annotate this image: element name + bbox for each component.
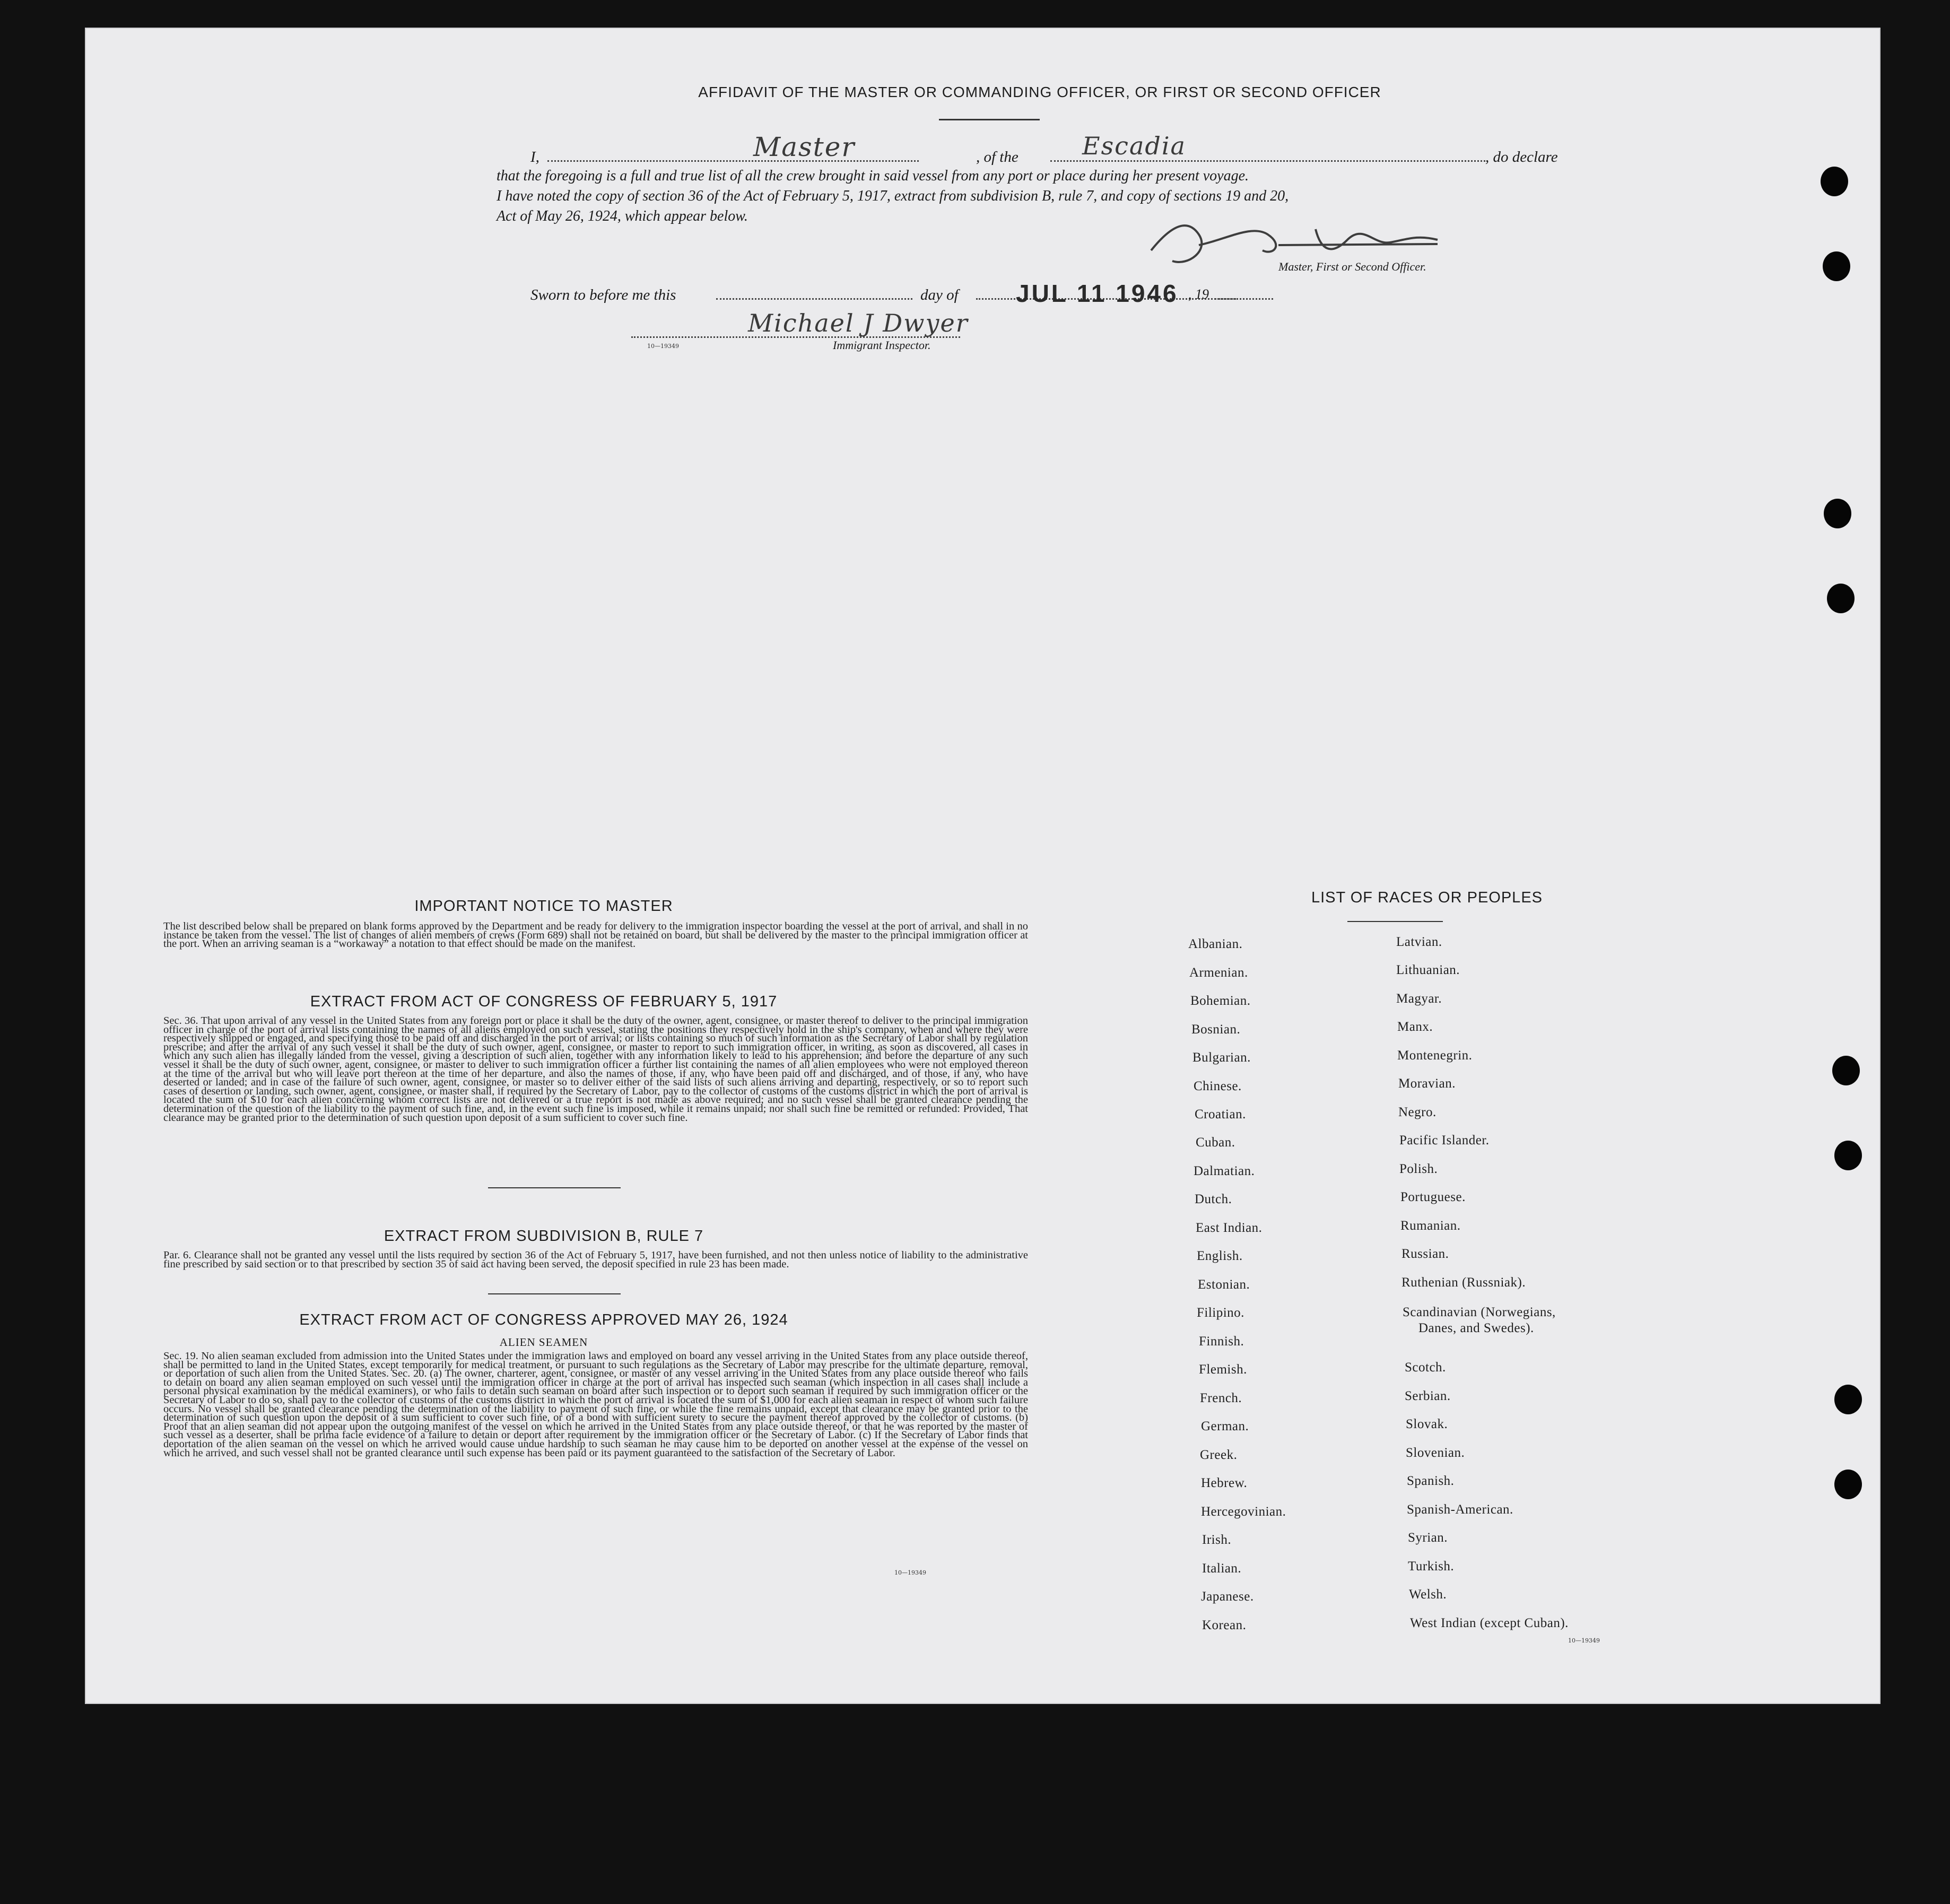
rule-7-title: EXTRACT FROM SUBDIVISION B, RULE 7 <box>384 1228 704 1245</box>
race-item: Turkish. <box>1408 1559 1455 1573</box>
race-item: Flemish. <box>1199 1362 1247 1377</box>
race-item: Manx. <box>1397 1020 1433 1034</box>
race-item: Bosnian. <box>1191 1022 1241 1037</box>
race-item: Greek. <box>1200 1448 1238 1462</box>
races-divider <box>1347 921 1443 922</box>
extract-1917-body: Sec. 36. That upon arrival of any vessel in the United States from any foreign port or place it shall be the duty of the owner, agent, consignee, or master thereof to deliver to the principal immigration officer in charge of the port of arrival lists containing the names of all aliens employed on such vessel, stating the positions they respectively hold in the ship's company, when and where they were respectively shipped or engaged, and specifying those to be paid off and discharged in the port of arrival; or lists containing so much of such information as the Secretary of Labor shall by regulation prescribe; and after the arrival of any such vessel it shall be the duty of such owner, agent, consignee, or master to report to such immigration officer, in writing, as soon as discovered, all cases in which any such alien has illegally landed from the vessel, giving a description of such alien, together with any information likely to lead to his apprehension; and before the departure of any such vessel it shall be the duty of such owner, agent, consignee, or master to deliver to such immigration officer a further list containing the names of all alien employees who were not employed thereon at the time of the arrival but who will leave port thereon at the time of her departure, and also the names of those, if any, who have been paid off and discharged, and of those, if any, who have deserted or landed; and in case of the failure of such owner, agent, consignee, or master so to deliver either of the said lists of such aliens arriving and departing, respectively, or so to report such cases of desertion or landing, such owner, agent, consignee, or master shall, if required by the Secretary of Labor, pay to the collector of customs of the customs district in which the port of arrival is located the sum of $10 for each alien concerning whom correct lists are not delivered or a true report is not made as above required; and no such vessel shall be granted clearance pending the determination of the question of the liability to the payment of such fine, and, in the event such fine is imposed, while it remains unpaid; nor shall such fine be remitted or refunded: Provided, That clearance may be granted prior to the determination of such question upon deposit of a sum sufficient to cover such fine. <box>163 1015 1028 1124</box>
inspector-signature: Michael J Dwyer <box>748 309 969 337</box>
race-item: Dutch. <box>1195 1192 1232 1206</box>
race-item: Negro. <box>1398 1105 1437 1119</box>
race-item: Filipino. <box>1197 1306 1244 1320</box>
extract-1924-subtitle: ALIEN SEAMEN <box>499 1336 588 1349</box>
document-sheet <box>85 28 1881 1704</box>
race-item: Armenian. <box>1189 966 1248 980</box>
binder-hole <box>1832 1056 1860 1085</box>
affidavit-title: AFFIDAVIT OF THE MASTER OR COMMANDING OFFICER, OR FIRST OR SECOND OFFICER <box>698 84 1381 100</box>
extract-1924-title: EXTRACT FROM ACT OF CONGRESS APPROVED MAY 26, 1924 <box>299 1311 788 1328</box>
title-divider <box>939 119 1040 120</box>
name-blank <box>547 160 919 162</box>
vessel-blank <box>1050 160 1485 162</box>
race-item: Bulgarian. <box>1192 1050 1251 1065</box>
race-item: Serbian. <box>1405 1389 1451 1403</box>
binder-hole <box>1834 1141 1862 1170</box>
race-item: Hercegovinian. <box>1201 1505 1286 1519</box>
race-item: Scandinavian (Norwegians, <box>1403 1305 1556 1319</box>
extract-1917-title: EXTRACT FROM ACT OF CONGRESS OF FEBRUARY 5, 1917 <box>310 993 778 1010</box>
race-item: Japanese. <box>1201 1589 1254 1604</box>
race-item: Montenegrin. <box>1397 1048 1473 1063</box>
binder-hole <box>1827 584 1855 613</box>
handwritten-master: Master <box>753 132 856 162</box>
affidavit-of-label: , of the <box>976 149 1018 166</box>
year-label: , 19 <box>1188 286 1209 302</box>
race-item: Slovenian. <box>1406 1446 1465 1460</box>
race-item: Scotch. <box>1405 1360 1446 1375</box>
notice-body: The list described below shall be prepared on blank forms approved by the Department and be ready for delivery to the immigration inspector boarding the vessel at the port of arrival, and shall in no instance be taken from the vessel. The list of changes of alien members of crews (Form 689) shall not be retained on board, but shall be delivered by the master to the principal immigration officer at the port. When an arriving seaman is a “workaway” a notation to that effect should be made on the manifest. <box>163 920 1028 950</box>
race-item: German. <box>1201 1419 1249 1433</box>
race-item: Danes, and Swedes). <box>1418 1321 1534 1335</box>
race-item: Albanian. <box>1188 937 1243 951</box>
affidavit-declare-label: , do declare <box>1485 149 1558 166</box>
affidavit-i-label: I, <box>530 149 539 166</box>
binder-hole <box>1823 251 1850 281</box>
races-form-number: 10—19349 <box>1568 1637 1600 1644</box>
handwritten-vessel: Escadia <box>1082 132 1186 160</box>
binder-hole <box>1824 499 1851 528</box>
race-item: Dalmatian. <box>1194 1164 1255 1178</box>
race-item: Lithuanian. <box>1396 963 1460 977</box>
race-item: Welsh. <box>1409 1587 1447 1602</box>
date-stamp: JUL 11 1946 <box>1016 280 1179 307</box>
binder-hole <box>1834 1385 1862 1414</box>
signature-caption: Master, First or Second Officer. <box>1278 260 1426 273</box>
race-item: Ruthenian (Russniak). <box>1401 1275 1526 1290</box>
race-item: West Indian (except Cuban). <box>1410 1616 1569 1630</box>
sworn-label: Sworn to before me this <box>530 286 676 303</box>
race-item: Spanish. <box>1407 1474 1455 1488</box>
race-item: Pacific Islander. <box>1399 1133 1490 1147</box>
affidavit-line-4: Act of May 26, 1924, which appear below. <box>497 208 748 224</box>
rule-7-body: Par. 6. Clearance shall not be granted any vessel until the lists required by section 36 of the Act of February 5, 1917, have been furnished, and not then unless notice of liability to the administrative fine prescribed by said section or to that prescribed by section 35 of said act having been served, the deposit specified in rule 23 has been made. <box>163 1249 1028 1270</box>
race-item: Korean. <box>1202 1618 1247 1632</box>
race-item: Bohemian. <box>1190 994 1251 1008</box>
day-of-label: day of <box>920 286 959 303</box>
divider-rule-7 <box>488 1293 621 1294</box>
binder-hole <box>1821 167 1848 196</box>
notice-title: IMPORTANT NOTICE TO MASTER <box>414 898 673 915</box>
affidavit-line-2: that the foregoing is a full and true list of all the crew brought in said vessel from any port or place during her present voyage. <box>497 168 1249 184</box>
extract-1924-body: Sec. 19. No alien seaman excluded from admission into the United States under the immigration laws and employed on board any vessel arriving in the United States from any place outside thereof, shall be permitted to land in the United States, except temporarily for medical treatment, or pursuant to such regulations as the Secretary of Labor may prescribe for the ultimate departure, removal, or deportation of such alien from the United States. Sec. 20. (a) The owner, charterer, agent, consignee, or master of any vessel arriving in the United States from any place outside thereof who fails to detain on board any alien seaman employed on such vessel until the immigration officer in charge at the port of arrival has inspected such seaman (which inspection in all cases shall include a personal physical examination by the medical examiners), or who fails to detain such seaman on board after such inspection or to deport such seaman if required by such immigration officer or the Secretary of Labor to do so, shall pay to the collector of customs of the customs district in which the port of arrival is located the sum of $1,000 for each alien seaman in respect of whom such failure occurs. No vessel shall be granted clearance pending the determination of the liability to payment of such fine, or while the fine remains unpaid, except that clearance may be granted prior to the determination of such question upon the deposit of a sum sufficient to cover such fine, or of a bond with sufficient surety to secure the payment thereof approved by the collector of customs. (b) Proof that an alien seaman did not appear upon the outgoing manifest of the vessel on which he arrived in the United States from any place outside thereof, or that he was reported by the master of such vessel as a deserter, shall be prima facie evidence of a failure to detain or deport after requirement by the immigration officer or the Secretary of Labor. (c) If the Secretary of Labor finds that deportation of the alien seaman on the vessel on which he arrived would cause undue hardship to such seaman he may cause him to be deported on another vessel at the expense of the vessel on which he arrived, and such vessel shall not be granted clearance until such expense has been paid or its payment guaranteed to the satisfaction of the Secretary of Labor. <box>163 1350 1028 1459</box>
race-item: Chinese. <box>1194 1079 1242 1093</box>
races-title: LIST OF RACES OR PEOPLES <box>1311 889 1543 906</box>
race-item: Polish. <box>1399 1162 1438 1176</box>
race-item: Slovak. <box>1406 1417 1448 1431</box>
race-item: Italian. <box>1202 1561 1242 1576</box>
race-item: Rumanian. <box>1400 1219 1461 1233</box>
inspector-caption: Immigrant Inspector. <box>833 338 931 352</box>
race-item: Syrian. <box>1408 1531 1448 1545</box>
sworn-day-blank <box>716 298 912 300</box>
race-item: Croatian. <box>1195 1107 1246 1121</box>
race-item: Russian. <box>1401 1247 1449 1261</box>
race-item: Moravian. <box>1398 1076 1456 1091</box>
binder-hole <box>1834 1470 1862 1499</box>
race-item: Latvian. <box>1396 935 1442 949</box>
race-item: English. <box>1197 1249 1243 1263</box>
race-item: Irish. <box>1202 1533 1232 1547</box>
extract-form-number: 10—19349 <box>894 1569 926 1576</box>
race-item: Estonian. <box>1198 1277 1250 1292</box>
race-item: East Indian. <box>1196 1221 1263 1235</box>
race-item: Finnish. <box>1199 1334 1244 1349</box>
race-item: French. <box>1200 1391 1242 1405</box>
year-blank <box>1215 298 1236 300</box>
divider-1917 <box>488 1187 621 1188</box>
affidavit-form-number: 10—19349 <box>647 343 679 350</box>
race-item: Portuguese. <box>1400 1190 1466 1204</box>
race-item: Hebrew. <box>1201 1476 1248 1490</box>
race-item: Spanish-American. <box>1407 1502 1513 1517</box>
race-item: Magyar. <box>1396 992 1442 1006</box>
race-item: Cuban. <box>1196 1135 1235 1150</box>
affidavit-line-3: I have noted the copy of section 36 of the Act of February 5, 1917, extract from subdivision B, rule 7, and copy of sections 19 and 20, <box>497 188 1289 204</box>
